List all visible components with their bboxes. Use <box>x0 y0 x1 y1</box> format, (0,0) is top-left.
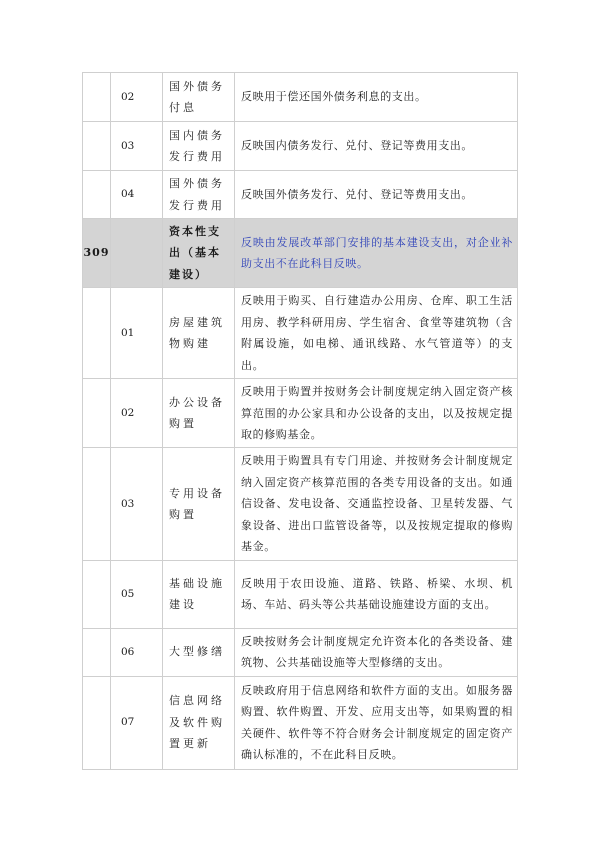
item-name-cell: 房屋建筑物购建 <box>163 288 235 379</box>
expenditure-table <box>82 72 518 770</box>
class-code-cell <box>83 379 111 448</box>
category-description-cell: 反映由发展改革部门安排的基本建设支出，对企业补助支出不在此科目反映。 <box>235 219 518 288</box>
item-description-cell: 反映政府用于信息网络和软件方面的支出。如服务器购置、软件购置、开发、应用支出等，如果购置的相关硬件、软件等不符合财务会计制度规定的固定资产确认标准的，不在此科目反映。 <box>235 676 518 769</box>
item-name-cell: 专用设备购置 <box>163 448 235 560</box>
table-row <box>83 122 518 171</box>
item-name-cell: 办公设备购置 <box>163 379 235 448</box>
item-description-cell: 反映用于购买、自行建造办公用房、仓库、职工生活用房、教学科研用房、学生宿舍、食堂等建筑物（含附属设施，如电梯、通讯线路、水气管道等）的支出。 <box>235 288 518 379</box>
item-code-cell: 04 <box>111 171 163 219</box>
item-code-cell: 03 <box>111 122 163 171</box>
item-description-cell: 反映用于农田设施、道路、铁路、桥梁、水坝、机场、车站、码头等公共基础设施建设方面的支出。 <box>235 560 518 628</box>
category-header-row <box>83 219 518 288</box>
item-description-cell: 反映国内债务发行、兑付、登记等费用支出。 <box>235 122 518 171</box>
class-code-cell <box>83 676 111 769</box>
item-description-cell: 反映按财务会计制度规定允许资本化的各类设备、建筑物、公共基础设施等大型修缮的支出。 <box>235 628 518 676</box>
item-description-cell: 反映国外债务发行、兑付、登记等费用支出。 <box>235 171 518 219</box>
item-name-cell: 国外债务发行费用 <box>163 171 235 219</box>
item-description-cell: 反映用于购置具有专门用途、并按财务会计制度规定纳入固定资产核算范围的各类专用设备的支出。如通信设备、发电设备、交通监控设备、卫星转发器、气象设备、进出口监管设备等，以及按规定提取的修购基金。 <box>235 448 518 560</box>
item-code-cell <box>111 219 163 288</box>
class-code-cell: 309 <box>83 219 111 288</box>
table-row <box>83 560 518 628</box>
table-row <box>83 171 518 219</box>
item-code-cell: 02 <box>111 379 163 448</box>
expenditure-classification-page <box>82 72 517 770</box>
table-row <box>83 676 518 769</box>
item-name-cell: 信息网络及软件购置更新 <box>163 676 235 769</box>
table-row <box>83 288 518 379</box>
item-code-cell: 01 <box>111 288 163 379</box>
item-code-cell: 05 <box>111 560 163 628</box>
item-name-cell: 大型修缮 <box>163 628 235 676</box>
item-name-cell: 国内债务发行费用 <box>163 122 235 171</box>
item-code-cell: 06 <box>111 628 163 676</box>
table-row <box>83 379 518 448</box>
class-code-cell <box>83 73 111 122</box>
category-name-cell: 资本性支出（基本建设） <box>163 219 235 288</box>
item-code-cell: 07 <box>111 676 163 769</box>
table-row <box>83 628 518 676</box>
item-description-cell: 反映用于偿还国外债务利息的支出。 <box>235 73 518 122</box>
item-name-cell: 基础设施建设 <box>163 560 235 628</box>
class-code-cell <box>83 448 111 560</box>
item-description-cell: 反映用于购置并按财务会计制度规定纳入固定资产核算范围的办公家具和办公设备的支出，以及按规定提取的修购基金。 <box>235 379 518 448</box>
table-row <box>83 73 518 122</box>
class-code-cell <box>83 122 111 171</box>
item-code-cell: 03 <box>111 448 163 560</box>
class-code-cell <box>83 171 111 219</box>
item-name-cell: 国外债务付息 <box>163 73 235 122</box>
class-code-cell <box>83 628 111 676</box>
table-row <box>83 448 518 560</box>
class-code-cell <box>83 560 111 628</box>
class-code-cell <box>83 288 111 379</box>
item-code-cell: 02 <box>111 73 163 122</box>
